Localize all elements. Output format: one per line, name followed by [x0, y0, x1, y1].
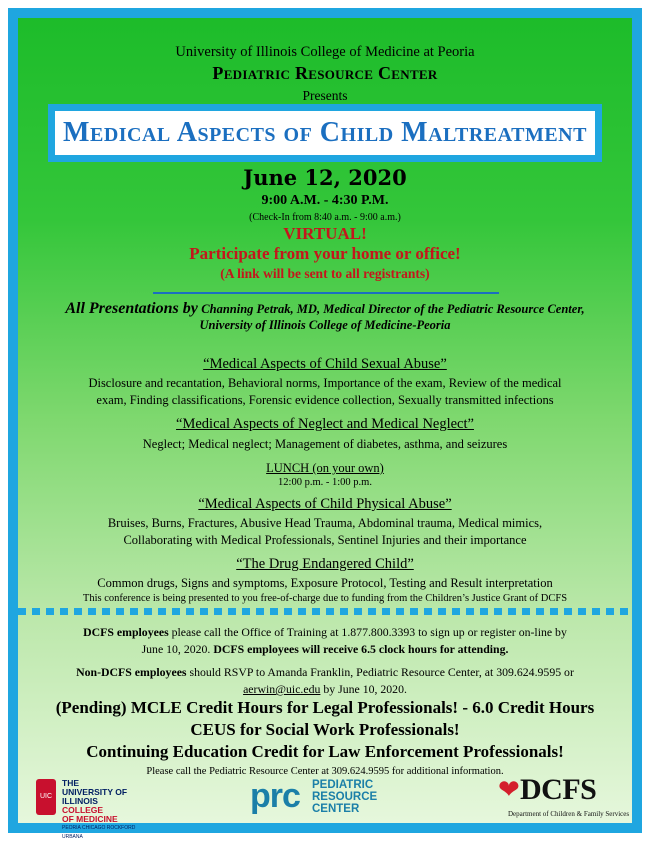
university-line: University of Illinois College of Medicine at Peoria: [175, 44, 475, 60]
presenter-affiliation: University of Illinois College of Medicine-Peoria: [199, 318, 451, 332]
credit-line: CEUS for Social Work Professionals!: [190, 720, 460, 739]
presenter-lead: All Presentations by: [65, 300, 198, 317]
dashed-divider: [18, 608, 632, 615]
checkin-time: (Check-In from 8:40 a.m. - 9:00 a.m.): [249, 212, 401, 223]
dcfs-mark: DCFS: [520, 773, 597, 806]
dcfs-logo: [496, 773, 628, 823]
session-line: Collaborating with Medical Professionals, Sentinel Injuries and their importance: [123, 533, 527, 547]
uic-text: ILLINOIS: [62, 796, 98, 806]
non-dcfs-registration: [18, 665, 632, 680]
dcfs-registration-2: [18, 642, 632, 657]
dcfs-subtitle: Department of Children & Family Services: [508, 810, 630, 818]
event-time: 9:00 A.M. - 4:30 P.M.: [261, 193, 389, 208]
uic-text: OF MEDICINE: [62, 814, 118, 824]
divider-line: [153, 292, 499, 294]
session-title: “Medical Aspects of Neglect and Medical Neglect”: [176, 416, 474, 432]
session-title: “Medical Aspects of Child Sexual Abuse”: [203, 356, 447, 372]
credit-line: (Pending) MCLE Credit Hours for Legal Professionals! - 6.0 Credit Hours: [55, 698, 595, 717]
email-link[interactable]: aerwin@uic.edu: [243, 682, 321, 696]
dcfs-deadline: June 10, 2020.: [141, 642, 214, 656]
non-dcfs-line1: should RSVP to Amanda Franklin, Pediatric Resource Center, at 309.624.9595 or: [186, 665, 574, 679]
session-line: Bruises, Burns, Fractures, Abusive Head Trauma, Abdominal trauma, Medical mimics,: [107, 516, 543, 530]
session-line: Disclosure and recantation, Behavioral norms, Importance of the exam, Review of the medical: [88, 376, 562, 390]
sponsor-logos: [18, 773, 632, 840]
event-date: June 12, 2020: [243, 165, 407, 190]
link-note: (A link will be sent to all registrants): [220, 266, 430, 281]
prc-logo: [250, 775, 410, 821]
flyer-frame: [8, 8, 642, 840]
session-title: “The Drug Endangered Child”: [236, 556, 414, 572]
flyer-body: [18, 18, 632, 840]
participate-line: Participate from your home or office!: [189, 244, 461, 263]
prc-mark: prc: [250, 777, 300, 815]
session-line: Common drugs, Signs and symptoms, Exposure Protocol, Testing and Result interpretation: [97, 576, 553, 590]
presents-line: Presents: [302, 88, 348, 103]
uic-text: COLLEGE: [62, 805, 104, 815]
presenter-name: Channing Petrak, MD, Medical Director of the Pediatric Resource Center,: [201, 302, 585, 316]
non-dcfs-deadline: by June 10, 2020.: [320, 682, 407, 696]
prc-text: CENTER: [312, 803, 360, 815]
lunch-title: LUNCH (on your own): [266, 461, 384, 475]
session-title: “Medical Aspects of Child Physical Abuse”: [198, 496, 452, 512]
virtual-label: VIRTUAL!: [283, 224, 367, 243]
prc-text: PEDIATRIC: [312, 779, 374, 791]
funding-note: This conference is being presented to you free-of-charge due to funding from the Children’s Justice Grant of DCFS: [82, 593, 568, 604]
dcfs-registration: [18, 625, 632, 640]
uic-logo: [36, 773, 156, 840]
prc-text: RESOURCE: [312, 791, 378, 803]
session-line: exam, Finding classifications, Forensic evidence collection, Sexually transmitted infections: [96, 393, 554, 407]
session-line: Neglect; Medical neglect; Management of diabetes, asthma, and seizures: [142, 437, 508, 451]
title-box: [48, 104, 602, 162]
non-dcfs-registration-2: [18, 682, 632, 697]
non-dcfs-lead: Non-DCFS employees: [76, 665, 187, 679]
lunch-time: 12:00 p.m. - 1:00 p.m.: [278, 477, 372, 488]
dcfs-lead: DCFS employees: [83, 625, 169, 639]
dcfs-line1: please call the Office of Training at 1.877.800.3393 to sign up or register on-line by: [168, 625, 567, 639]
credit-line: Continuing Education Credit for Law Enforcement Professionals!: [86, 742, 564, 761]
presenter-line: [18, 300, 632, 318]
event-title: Medical Aspects of Child Maltreatment: [63, 117, 587, 148]
contact-line: Please call the Pediatric Resource Center at 309.624.9595 for additional information.: [146, 766, 504, 777]
heart-icon: ❤: [498, 775, 520, 804]
uic-campuses: PEORIA CHICAGO ROCKFORD URBANA: [62, 825, 136, 840]
uic-text: THE: [62, 778, 79, 788]
uic-text: UNIVERSITY OF: [62, 787, 128, 797]
dcfs-hours: DCFS employees will receive 6.5 clock hours for attending.: [213, 642, 509, 656]
uic-badge: UIC: [36, 779, 56, 815]
center-name: Pediatric Resource Center: [212, 63, 438, 83]
